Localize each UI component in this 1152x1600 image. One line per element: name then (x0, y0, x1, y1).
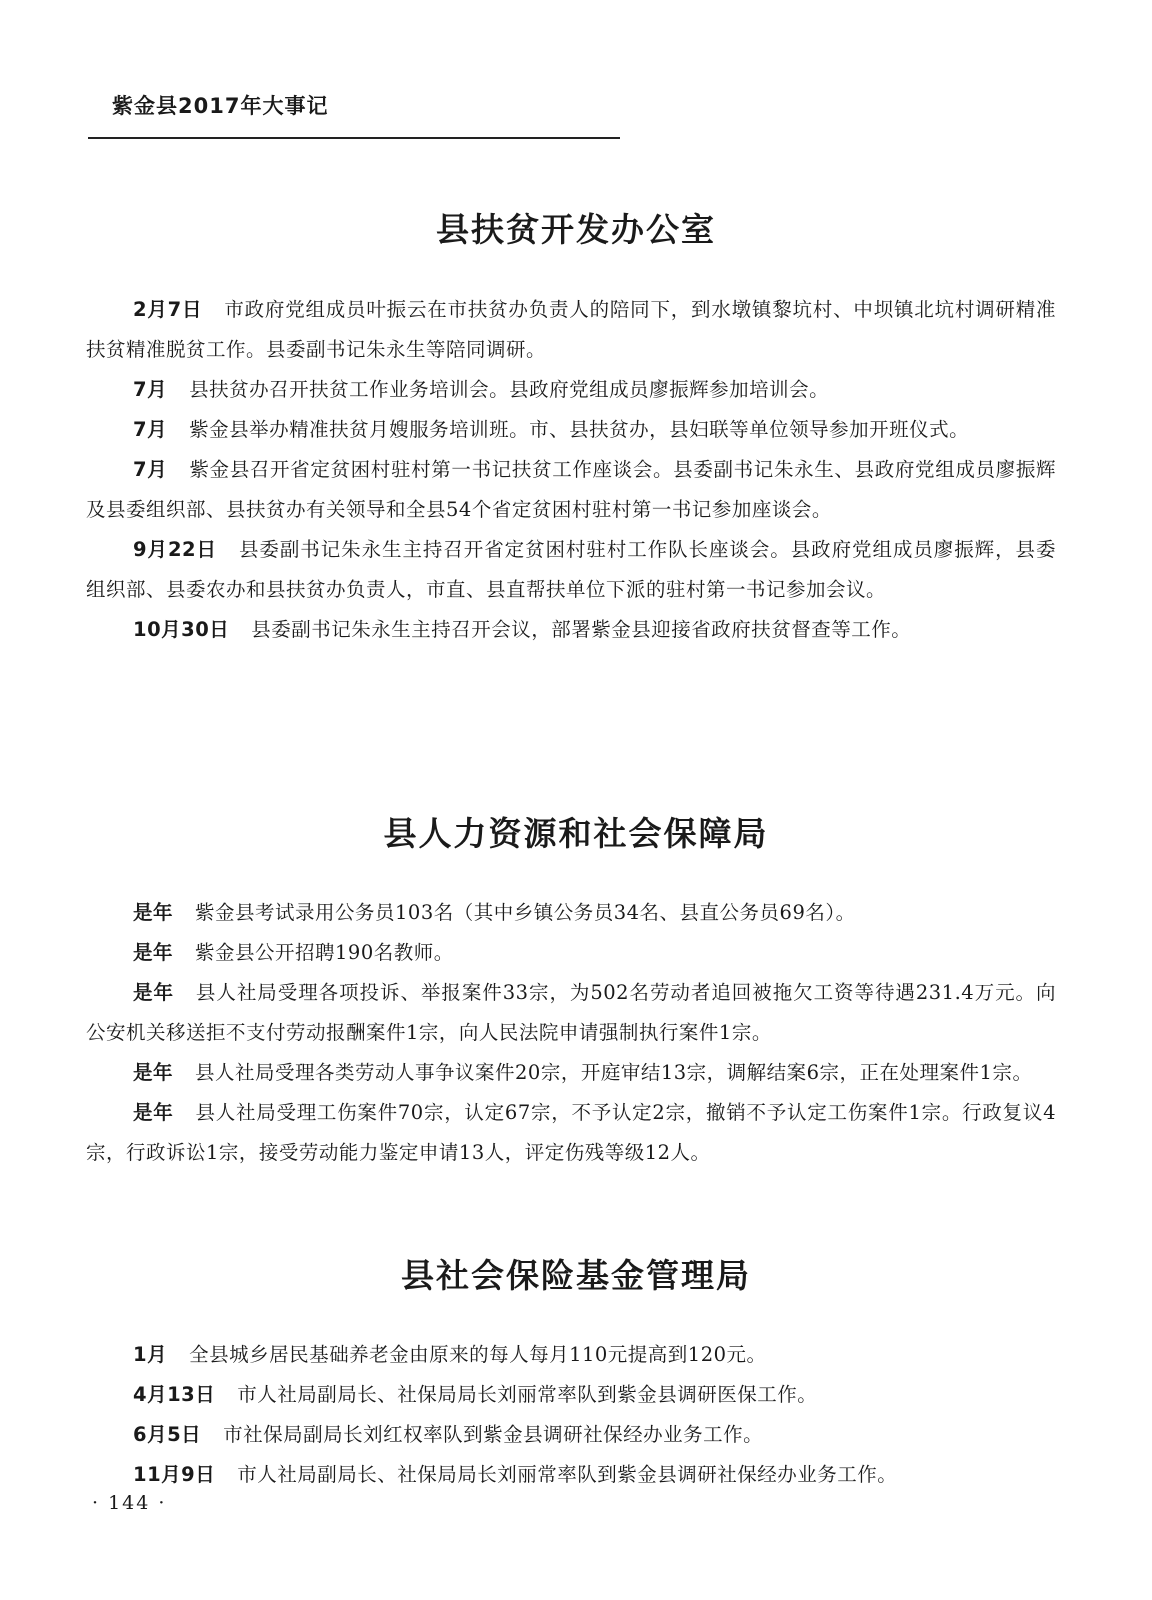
event-text: 紫金县公开招聘190名教师。 (195, 941, 454, 964)
section-title-social-insurance-fund-bureau: 县社会保险基金管理局 (401, 1256, 751, 1295)
event-date: 11月9日 (133, 1463, 216, 1486)
event-text: 县委副书记朱永生主持召开省定贫困村驻村工作队长座谈会。县政府党组成员廖振辉，县委组织部、县委农办和县扶贫办负责人，市直、县直帮扶单位下派的驻村第一书记参加会议。 (86, 538, 1056, 601)
header-rule (88, 137, 620, 139)
page-number: · 144 · (92, 1492, 167, 1514)
event-text: 紫金县举办精准扶贫月嫂服务培训班。市、县扶贫办，县妇联等单位领导参加开班仪式。 (189, 418, 970, 441)
section-title-hr-social-security-bureau: 县人力资源和社会保障局 (383, 814, 769, 853)
event-entry (86, 610, 1056, 650)
event-date: 是年 (133, 941, 174, 964)
event-text: 县人社局受理工伤案件70宗，认定67宗，不予认定2宗，撤销不予认定工伤案件1宗。行政复议4宗，行政诉讼1宗，接受劳动能力鉴定申请13人，评定伤残等级12人。 (86, 1101, 1056, 1164)
running-header: 紫金县2017年大事记 (112, 94, 329, 118)
event-date: 4月13日 (133, 1383, 216, 1406)
event-entry (86, 933, 1056, 973)
event-date: 10月30日 (133, 618, 230, 641)
event-text: 县人社局受理各项投诉、举报案件33宗，为502名劳动者追回被拖欠工资等待遇231.4万元。向公安机关移送拒不支付劳动报酬案件1宗，向人民法院申请强制执行案件1宗。 (86, 981, 1056, 1044)
section-title-poverty-office: 县扶贫开发办公室 (436, 210, 716, 249)
section-entries-poverty-office (86, 290, 1056, 650)
event-date: 是年 (133, 1101, 174, 1124)
event-entry (86, 1415, 1056, 1455)
event-text: 县扶贫办召开扶贫工作业务培训会。县政府党组成员廖振辉参加培训会。 (189, 378, 830, 401)
event-entry (86, 1093, 1056, 1173)
event-entry (86, 410, 1056, 450)
event-entry (86, 450, 1056, 530)
event-text: 市人社局副局长、社保局局长刘丽常率队到紫金县调研医保工作。 (237, 1383, 818, 1406)
event-date: 7月 (133, 418, 168, 441)
event-text: 紫金县召开省定贫困村驻村第一书记扶贫工作座谈会。县委副书记朱永生、县政府党组成员廖振辉及县委组织部、县扶贫办有关领导和全县54个省定贫困村驻村第一书记参加座谈会。 (86, 458, 1056, 521)
event-date: 9月22日 (133, 538, 217, 561)
event-entry (86, 1455, 1056, 1495)
event-date: 7月 (133, 378, 168, 401)
event-date: 是年 (133, 1061, 174, 1084)
event-entry (86, 1053, 1056, 1093)
event-date: 1月 (133, 1343, 168, 1366)
event-text: 市人社局副局长、社保局局长刘丽常率队到紫金县调研社保经办业务工作。 (237, 1463, 898, 1486)
event-text: 紫金县考试录用公务员103名（其中乡镇公务员34名、县直公务员69名）。 (195, 901, 856, 924)
event-text: 市政府党组成员叶振云在市扶贫办负责人的陪同下，到水墩镇黎坑村、中坝镇北坑村调研精准扶贫精准脱贫工作。县委副书记朱永生等陪同调研。 (86, 298, 1056, 361)
event-entry (86, 893, 1056, 933)
event-date: 是年 (133, 901, 174, 924)
event-text: 县委副书记朱永生主持召开会议，部署紫金县迎接省政府扶贫督查等工作。 (251, 618, 912, 641)
event-text: 全县城乡居民基础养老金由原来的每人每月110元提高到120元。 (189, 1343, 767, 1366)
event-entry (86, 973, 1056, 1053)
section-entries-social-insurance-fund-bureau (86, 1335, 1056, 1495)
event-entry (86, 1335, 1056, 1375)
event-text: 县人社局受理各类劳动人事争议案件20宗，开庭审结13宗，调解结案6宗，正在处理案件1宗。 (195, 1061, 1033, 1084)
section-entries-hr-social-security-bureau (86, 893, 1056, 1173)
event-date: 6月5日 (133, 1423, 202, 1446)
event-date: 2月7日 (133, 298, 203, 321)
event-entry (86, 370, 1056, 410)
event-entry (86, 290, 1056, 370)
event-text: 市社保局副局长刘红权率队到紫金县调研社保经办业务工作。 (223, 1423, 764, 1446)
event-entry (86, 530, 1056, 610)
event-entry (86, 1375, 1056, 1415)
event-date: 7月 (133, 458, 168, 481)
event-date: 是年 (133, 981, 174, 1004)
